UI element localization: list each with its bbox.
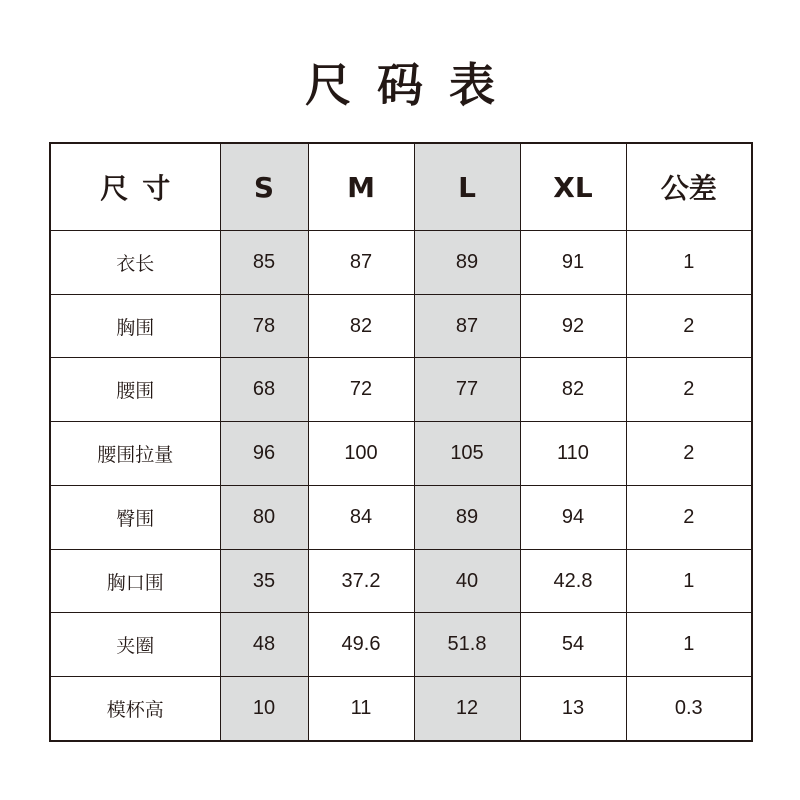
table-row <box>50 613 752 677</box>
table-cell: 72 <box>308 358 414 422</box>
table-cell: 51.8 <box>414 613 520 677</box>
table-cell: 2 <box>626 294 752 358</box>
table-cell: 10 <box>220 677 308 741</box>
table-cell: 80 <box>220 485 308 549</box>
table-cell: 82 <box>520 358 626 422</box>
column-header-xl: XL <box>520 143 626 231</box>
table-row <box>50 358 752 422</box>
table-cell: 1 <box>626 231 752 295</box>
table-row <box>50 294 752 358</box>
table-row <box>50 422 752 486</box>
table-cell: 92 <box>520 294 626 358</box>
table-cell: 87 <box>414 294 520 358</box>
table-cell: 84 <box>308 485 414 549</box>
table-cell: 94 <box>520 485 626 549</box>
table-cell: 105 <box>414 422 520 486</box>
table-header-row <box>50 143 752 231</box>
table-cell: 37.2 <box>308 549 414 613</box>
table-cell: 2 <box>626 422 752 486</box>
table-cell: 77 <box>414 358 520 422</box>
row-label: 腰围 <box>50 358 220 422</box>
column-header-tolerance: 公差 <box>626 143 752 231</box>
column-header-s: S <box>220 143 308 231</box>
table-cell: 78 <box>220 294 308 358</box>
table-cell: 2 <box>626 485 752 549</box>
row-label: 夹圈 <box>50 613 220 677</box>
table-cell: 12 <box>414 677 520 741</box>
table-cell: 1 <box>626 549 752 613</box>
table-cell: 89 <box>414 231 520 295</box>
table-cell: 2 <box>626 358 752 422</box>
table-cell: 49.6 <box>308 613 414 677</box>
table-cell: 91 <box>520 231 626 295</box>
row-label: 腰围拉量 <box>50 422 220 486</box>
table-cell: 85 <box>220 231 308 295</box>
size-chart-table <box>49 142 753 742</box>
column-header-l: L <box>414 143 520 231</box>
column-header-size: 尺寸 <box>50 143 220 231</box>
table-cell: 82 <box>308 294 414 358</box>
table-row <box>50 485 752 549</box>
table-cell: 87 <box>308 231 414 295</box>
column-header-m: M <box>308 143 414 231</box>
table-cell: 42.8 <box>520 549 626 613</box>
table-row <box>50 677 752 741</box>
row-label: 胸围 <box>50 294 220 358</box>
table-cell: 89 <box>414 485 520 549</box>
table-cell: 48 <box>220 613 308 677</box>
table-cell: 0.3 <box>626 677 752 741</box>
row-label: 衣长 <box>50 231 220 295</box>
table-cell: 96 <box>220 422 308 486</box>
table-cell: 40 <box>414 549 520 613</box>
table-cell: 110 <box>520 422 626 486</box>
table-row <box>50 549 752 613</box>
row-label: 胸口围 <box>50 549 220 613</box>
table-cell: 13 <box>520 677 626 741</box>
row-label: 模杯高 <box>50 677 220 741</box>
table-cell: 1 <box>626 613 752 677</box>
table-cell: 68 <box>220 358 308 422</box>
table-cell: 35 <box>220 549 308 613</box>
table-cell: 11 <box>308 677 414 741</box>
page-title: 尺码表 <box>305 58 521 112</box>
table-cell: 54 <box>520 613 626 677</box>
table-row <box>50 231 752 295</box>
table-cell: 100 <box>308 422 414 486</box>
row-label: 臀围 <box>50 485 220 549</box>
